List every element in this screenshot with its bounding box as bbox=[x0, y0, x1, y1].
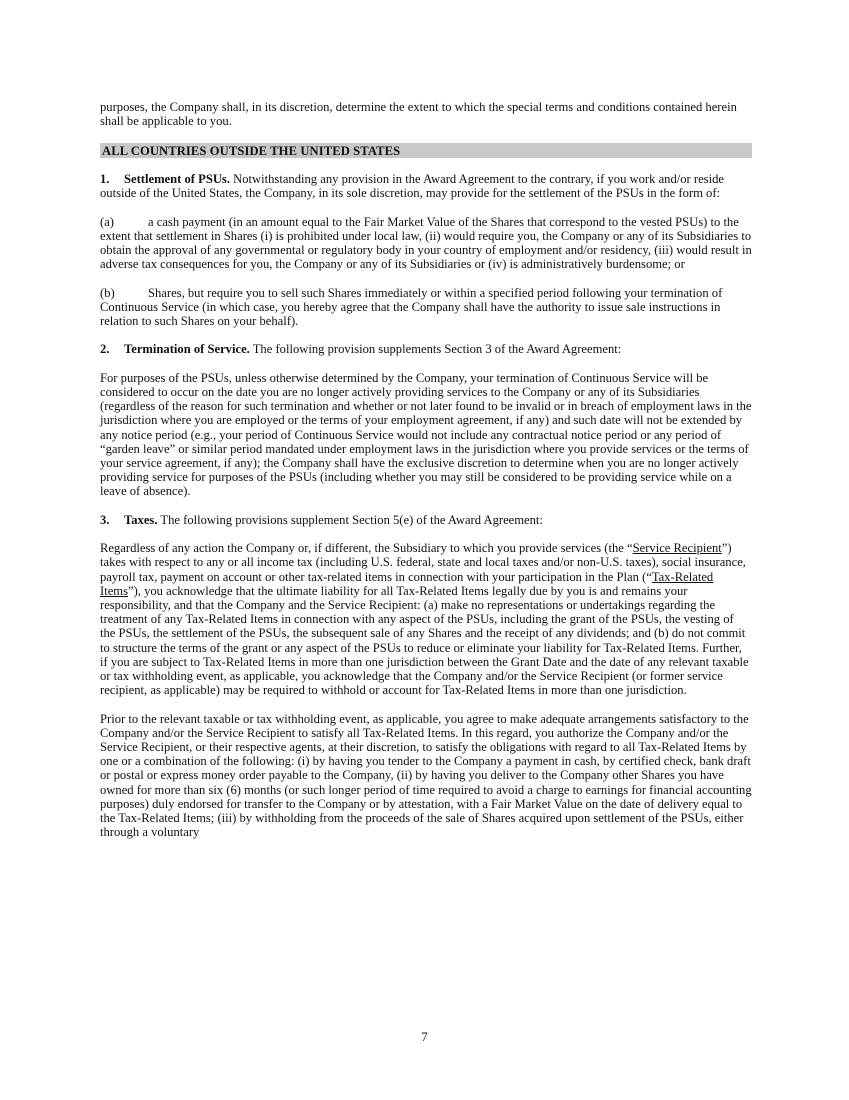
section-2-paragraph bbox=[100, 342, 752, 356]
defined-term-tax-related-items: Tax-Related Items bbox=[100, 569, 714, 598]
intro-paragraph: purposes, the Company shall, in its discretion, determine the extent to which the special terms and conditions contained herein shall be applicable to you. bbox=[100, 100, 737, 129]
defined-term-service-recipient: Service Recipient bbox=[632, 541, 722, 556]
section-heading: ALL COUNTRIES OUTSIDE THE UNITED STATES bbox=[100, 143, 752, 158]
tax-text-c: ”), you acknowledge that the ultimate liability for all Tax-Related Items legally due by you is and remains your responsibility, and that the Company and the Service Recipient: (a) make no representations or undertakings regarding the treatment of any Tax-Related Items in connection with any aspect of the PSUs, including the grant of the PSUs, the vesting of the PSUs, the settlement of the PSUs, the subsequent sale of any Shares and the receipt of any dividends; and (b) do not commit to structure the terms of the grant or any aspect of the PSUs to reduce or eliminate your liability for Tax-Related Items. Further, if you are subject to Tax-Related Items in more than one jurisdiction between the Grant Date and the date of any relevant taxable or tax withholding event, as applicable, you acknowledge that the Company and/or the Service Recipient (or former service recipient, as applicable) may be required to withhold or account for Tax-Related Items in more than one jurisdiction. bbox=[100, 583, 749, 698]
item-b-text: Shares, but require you to sell such Shares immediately or within a specified period following your termination of Continuous Service (in which case, you hereby agree that the Company shall have the authority to issue sale instructions in relation to such Shares on your behalf). bbox=[100, 285, 723, 328]
section-2-number: 2. bbox=[100, 342, 110, 357]
section-3-detail-1 bbox=[100, 541, 752, 697]
item-a-text: a cash payment (in an amount equal to the Fair Market Value of the Shares that correspond to the vested PSUs) to the extent that settlement in Shares (i) is prohibited under local law, (ii) would require you, the Company or any of its Subsidiaries to obtain the approval of any governmental or regulatory body in your country of employment and/or residency, (iii) would result in adverse tax consequences for you, the Company or any of its Subsidiaries or (iv) is administratively burdensome; or bbox=[100, 214, 752, 272]
section-3-number: 3. bbox=[100, 512, 110, 527]
section-3-title: Taxes. bbox=[124, 512, 158, 527]
section-3-body: The following provisions supplement Section 5(e) of the Award Agreement: bbox=[157, 512, 543, 527]
section-1-item-a bbox=[100, 215, 752, 272]
section-1-body: Notwithstanding any provision in the Award Agreement to the contrary, if you work and/or reside outside of the United States, the Company, in its sole discretion, may provide for the settlement of the PSUs in the form of: bbox=[100, 171, 724, 201]
page-number: 7 bbox=[421, 1030, 428, 1044]
section-3-detail-2: Prior to the relevant taxable or tax withholding event, as applicable, you agree to make adequate arrangements satisfactory to the Company and/or the Service Recipient to satisfy all Tax-Related Items. In this regard, you authorize the Company and/or the Service Recipient, or their respective agents, at their discretion, to satisfy the obligations with regard to all Tax-Related Items by one or a combination of the following: (i) by having you tender to the Company a payment in cash, by certified check, bank draft or postal or express money order payable to the Company, (ii) by having you deliver to the Company other Shares you have owned for more than six (6) months (or such longer period of time required to avoid a charge to earnings for financial accounting purposes) duly endorsed for transfer to the Company or by attestation, with a Fair Market Value on the date of delivery equal to the Tax-Related Items; (iii) by withholding from the proceeds of the sale of Shares acquired upon settlement of the PSUs, either through a voluntary bbox=[100, 711, 752, 840]
section-2-detail: For purposes of the PSUs, unless otherwise determined by the Company, your termination of Continuous Service will be considered to occur on the date you are no longer actively providing services to the Company or any of its Subsidiaries (regardless of the reason for such termination and whether or not later found to be invalid or in breach of employment laws in the jurisdiction where you are employed or the terms of your employment agreement, if any) and such date will not be extended by any notice period (e.g., your period of Continuous Service would not include any contractual notice period or any period of “garden leave” or similar period mandated under employment laws in the jurisdiction where you provide services or the terms of your service agreement, if any); the Company shall have the exclusive discretion to determine when you are no longer actively providing service for purposes of the PSUs (including whether you may still be considered to be providing service while on a leave of absence). bbox=[100, 370, 752, 499]
section-1-paragraph bbox=[100, 172, 752, 200]
section-3-paragraph bbox=[100, 513, 752, 527]
item-a-label: (a) bbox=[100, 214, 114, 229]
section-1-number: 1. bbox=[100, 171, 110, 186]
tax-text-b: ”) takes with respect to any or all income tax (including U.S. federal, state and local taxes and/or non-U.S. taxes), social insurance, payroll tax, payment on account or other tax-related items in connection with your participation in the Plan (“ bbox=[100, 541, 746, 584]
tax-text-a: Regardless of any action the Company or, if different, the Subsidiary to which you provide services (the “ bbox=[100, 541, 633, 556]
section-1-item-b bbox=[100, 286, 752, 329]
item-b-label: (b) bbox=[100, 285, 115, 300]
section-2-title: Termination of Service. bbox=[124, 342, 250, 357]
section-2-body: The following provision supplements Section 3 of the Award Agreement: bbox=[249, 342, 622, 357]
document-page bbox=[100, 100, 752, 854]
section-1-title: Settlement of PSUs. bbox=[124, 171, 230, 186]
